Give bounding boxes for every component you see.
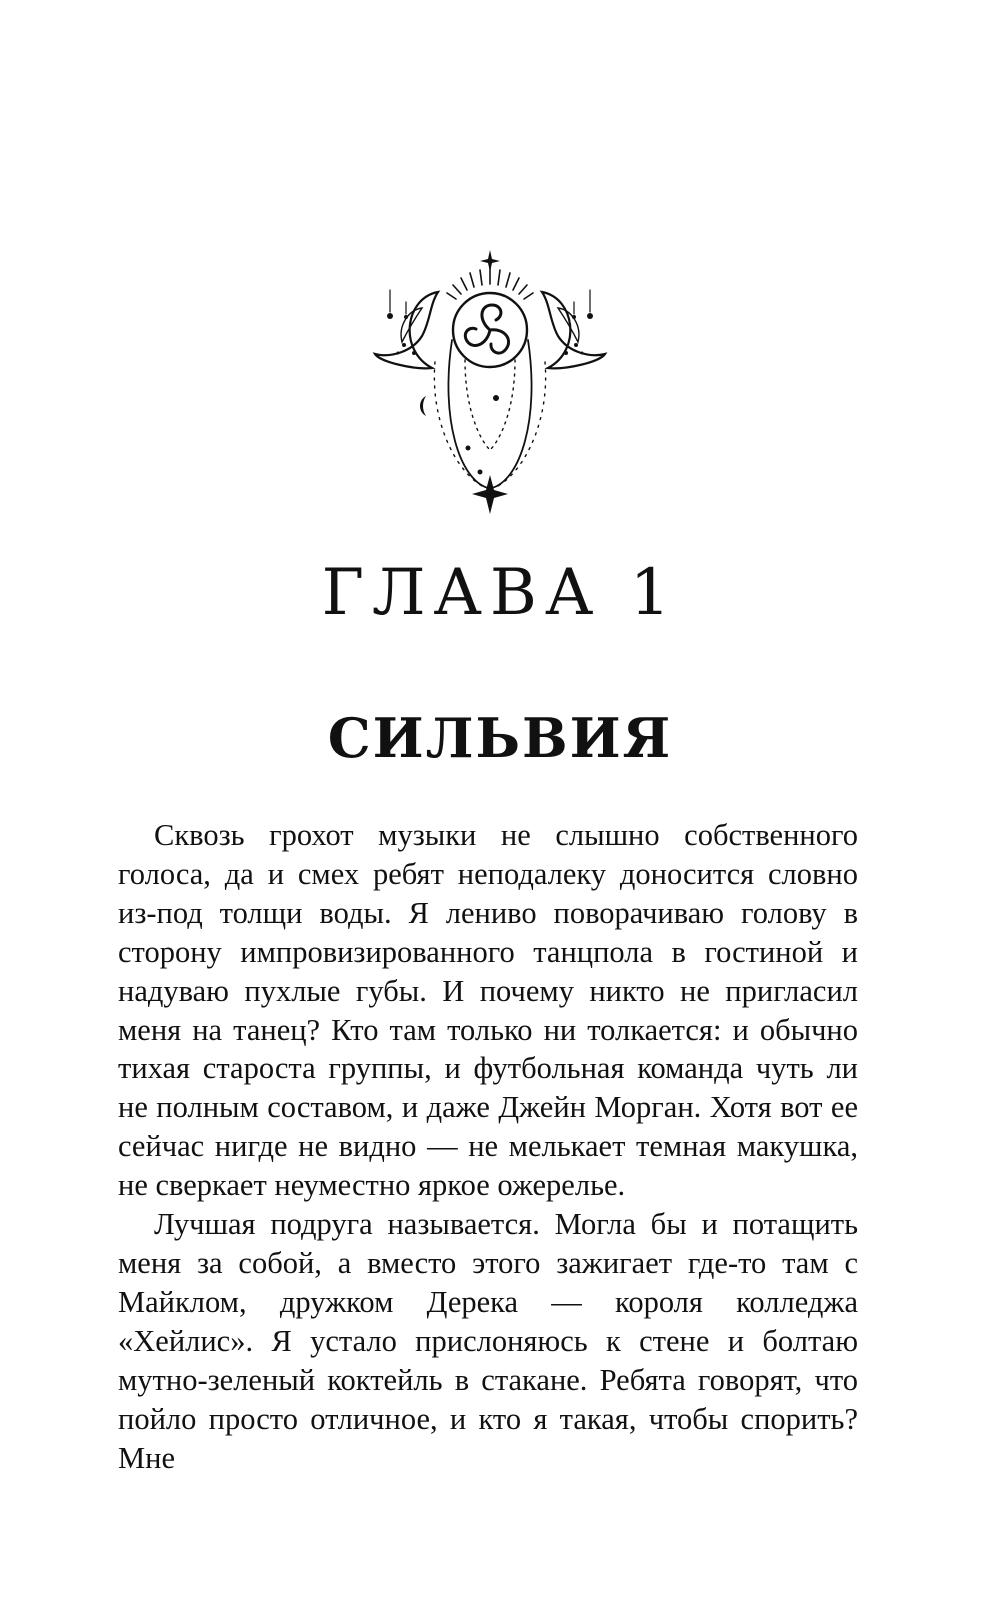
paragraph: Лучшая подруга называется. Могла бы и потащить меня за собой, а вместо этого зажигает где-то там с Майклом, дружком Дерека — короля колледжа «Хейлис». Я устало прислоняюсь к стене и болтаю мутно-зеленый коктейль в стакане. Ребята говорят, что пойло просто отличное, и кто я такая, чтобы спорить? Мне <box>118 1207 858 1475</box>
paragraph: Сквозь грохот музыки не слышно собственного голоса, да и смех ребят неподалеку доносится словно из-под толщи воды. Я лениво поворачиваю голову в сторону импровизированного танцпола в гостиной и надуваю пухлые губы. И почему никто не пригласил меня на танец? Кто там только ни толкается: и обычно тихая староста группы, и футбольная команда чуть ли не полным составом, и даже Джейн Морган. Хотя вот ее сейчас нигде не видно — не мелькает темная макушка, не сверкает неуместно яркое ожерелье. <box>118 818 858 1203</box>
chapter-character-name: СИЛЬВИЯ <box>327 706 673 770</box>
chapter-title: ГЛАВА 1 <box>321 556 679 630</box>
triple-moon-ornament-icon <box>370 250 610 530</box>
chapter-body <box>118 816 858 1477</box>
